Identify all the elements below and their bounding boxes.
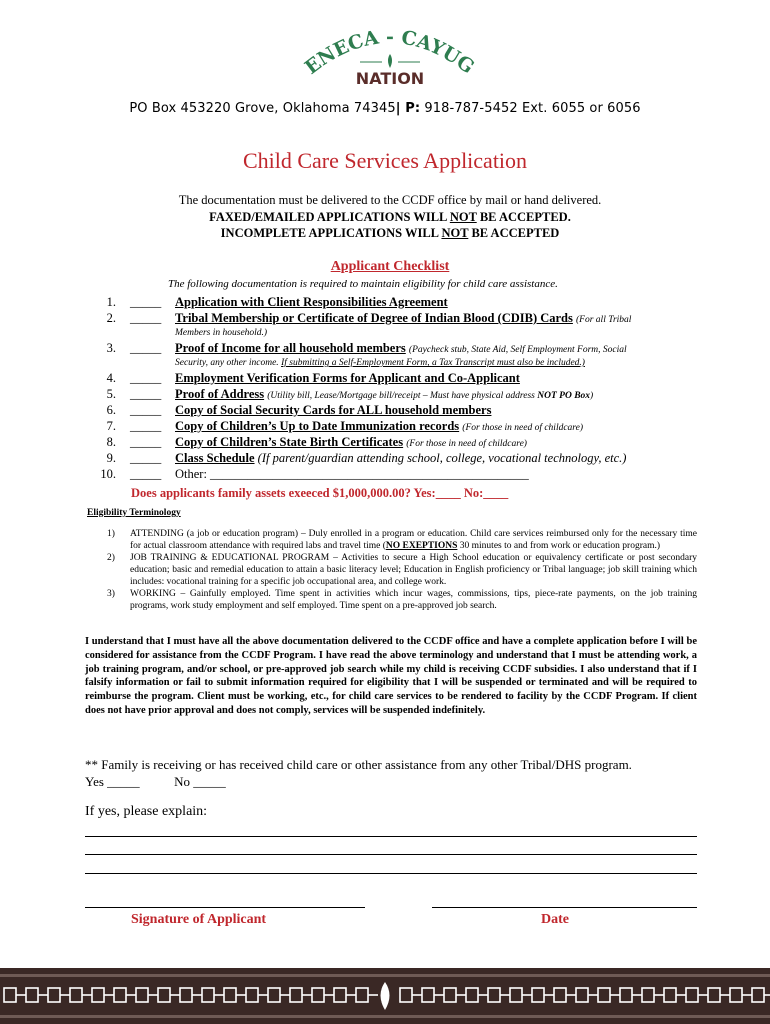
intro-block	[0, 192, 770, 242]
intro-line-2: FAXED/EMAILED APPLICATIONS WILL NOT BE ACCEPTED.	[209, 209, 571, 224]
term-item: 2) JOB TRAINING & EDUCATIONAL PROGRAM – Activities to secure a High School education or equivalency certificate or post secondary education; basic and remedial education to attain a basic literacy level; Education in English proficiency or Tribal language; job skill training which includes: vocational training for a specific job occupational area, and college work.	[107, 553, 697, 587]
nation-logo	[290, 18, 490, 88]
checklist-item: 3. _____ Proof of Income for all household members (Paycheck stub, State Aid, Self Employment Form, Social Security, any other income. If submitting a Self-Employment Form, a Tax Transcript must also be included.)	[106, 341, 627, 368]
checklist-item: 7. _____ Copy of Children’s Up to Date Immunization records (For those in need of childcare)	[106, 419, 584, 433]
checklist-item: 9. _____ Class Schedule (If parent/guardian attending school, college, vocational technology, etc.)	[106, 451, 627, 465]
eligibility-heading: Eligibility Terminology	[87, 508, 181, 518]
explain-label: If yes, please explain:	[85, 804, 208, 819]
checkbox-blank[interactable]: _____	[130, 371, 162, 385]
checklist	[94, 294, 734, 482]
date-label: Date	[541, 912, 569, 927]
checkbox-blank[interactable]: _____	[130, 451, 162, 465]
acknowledgement-statement: I understand that I must have all the above documentation delivered to the CCDF office and have a complete application before I will be considered for assistance from the CCDF Program. I have read the above terminology and understand that I must be attending work, a job training program, and/or school, or pre-approved job search while my child is receiving CCDF subsidies. I also understand that if I falsify information or fail to submit information required for eligibility that I will be suspended or terminated and will be required to reimburse the program. Client must be working, etc., for child care services to be rendered to facility by the CCDF Program. If client does not have prior approval and does not comply, services will be suspended indefinitely.	[85, 636, 697, 716]
checkbox-blank[interactable]: _____	[130, 435, 162, 449]
checklist-note: The following documentation is required to maintain eligibility for child care assistance.	[168, 278, 558, 290]
checklist-item: 6. _____ Copy of Social Security Cards for ALL household members	[106, 403, 492, 417]
checkbox-blank[interactable]: _____	[130, 311, 162, 325]
checkbox-blank[interactable]: _____	[130, 295, 162, 309]
assistance-question-text: ** Family is receiving or has received child care or other assistance from any other Tribal/DHS program.	[85, 757, 632, 772]
checkbox-blank[interactable]: _____	[130, 467, 162, 481]
address-text: PO Box 453220 Grove, Oklahoma 74345	[129, 101, 396, 116]
phone-separator: | P:	[395, 101, 421, 116]
checklist-item: 8. _____ Copy of Children’s State Birth Certificates (For those in need of childcare)	[106, 435, 527, 449]
footer-band	[0, 968, 770, 1024]
checklist-item: 10. _____ Other: ___________________________________________________	[100, 467, 529, 481]
feather-icon	[360, 54, 420, 68]
checklist-heading: Applicant Checklist	[330, 259, 450, 274]
checkbox-blank[interactable]: _____	[130, 403, 162, 417]
logo-nation: NATION	[355, 69, 425, 88]
intro-line-3: INCOMPLETE APPLICATIONS WILL NOT BE ACCEPTED	[220, 226, 560, 240]
assets-question[interactable]: Does applicants family assets exeeced $1,000,000.00? Yes:____ No:____	[131, 486, 509, 500]
page-title: Child Care Services Application	[242, 148, 528, 173]
assistance-no[interactable]: No _____	[174, 774, 226, 789]
checklist-item: 5. _____ Proof of Address (Utility bill, Lease/Mortgage bill/receipt – Must have physical address NOT PO Box)	[106, 387, 594, 401]
eligibility-terms	[107, 528, 697, 612]
intro-line-1: The documentation must be delivered to the CCDF office by mail or hand delivered.	[178, 193, 602, 207]
assistance-yes[interactable]: Yes _____	[85, 774, 140, 789]
signature-label: Signature of Applicant	[131, 912, 267, 927]
explain-line-1[interactable]	[85, 836, 697, 837]
footer-pattern-icon	[0, 968, 770, 1024]
checklist-item: 1. _____ Application with Client Responsibilities Agreement	[106, 295, 448, 309]
other-field[interactable]: Other: ___________________________________________________	[175, 467, 529, 481]
checkbox-blank[interactable]: _____	[130, 419, 162, 433]
term-item: 3) WORKING – Gainfully employed. Time spent in activities which incur wages, commissions, tips, piece-rate payments, on the job training programs, work study employment and self employed. Time spent on a pre-approved job search.	[107, 589, 697, 611]
checklist-item: 2. _____ Tribal Membership or Certificate of Degree of Indian Blood (CDIB) Cards (For all Tribal Members in household.)	[106, 311, 632, 338]
logo-arc-text: ENECA - CAYUG	[300, 25, 479, 79]
explain-line-3[interactable]	[85, 873, 697, 874]
signature-line[interactable]	[85, 907, 365, 908]
contact-address	[0, 101, 770, 116]
phone-number: 918-787-5452 Ext. 6055 or 6056	[420, 101, 641, 116]
checkbox-blank[interactable]: _____	[130, 341, 162, 355]
assistance-question	[85, 756, 632, 790]
checkbox-blank[interactable]: _____	[130, 387, 162, 401]
term-item: 1) ATTENDING (a job or education program) – Duly enrolled in a program or education. Child care services reimbursed only for the necessary time for actual classroom attendance with required labs and travel time (NO EXEPTIONS 30 minutes to and from work or education program.)	[107, 529, 697, 551]
checklist-item: 4. _____ Employment Verification Forms for Applicant and Co-Applicant	[106, 371, 520, 385]
date-line[interactable]	[432, 907, 697, 908]
explain-line-2[interactable]	[85, 854, 697, 855]
